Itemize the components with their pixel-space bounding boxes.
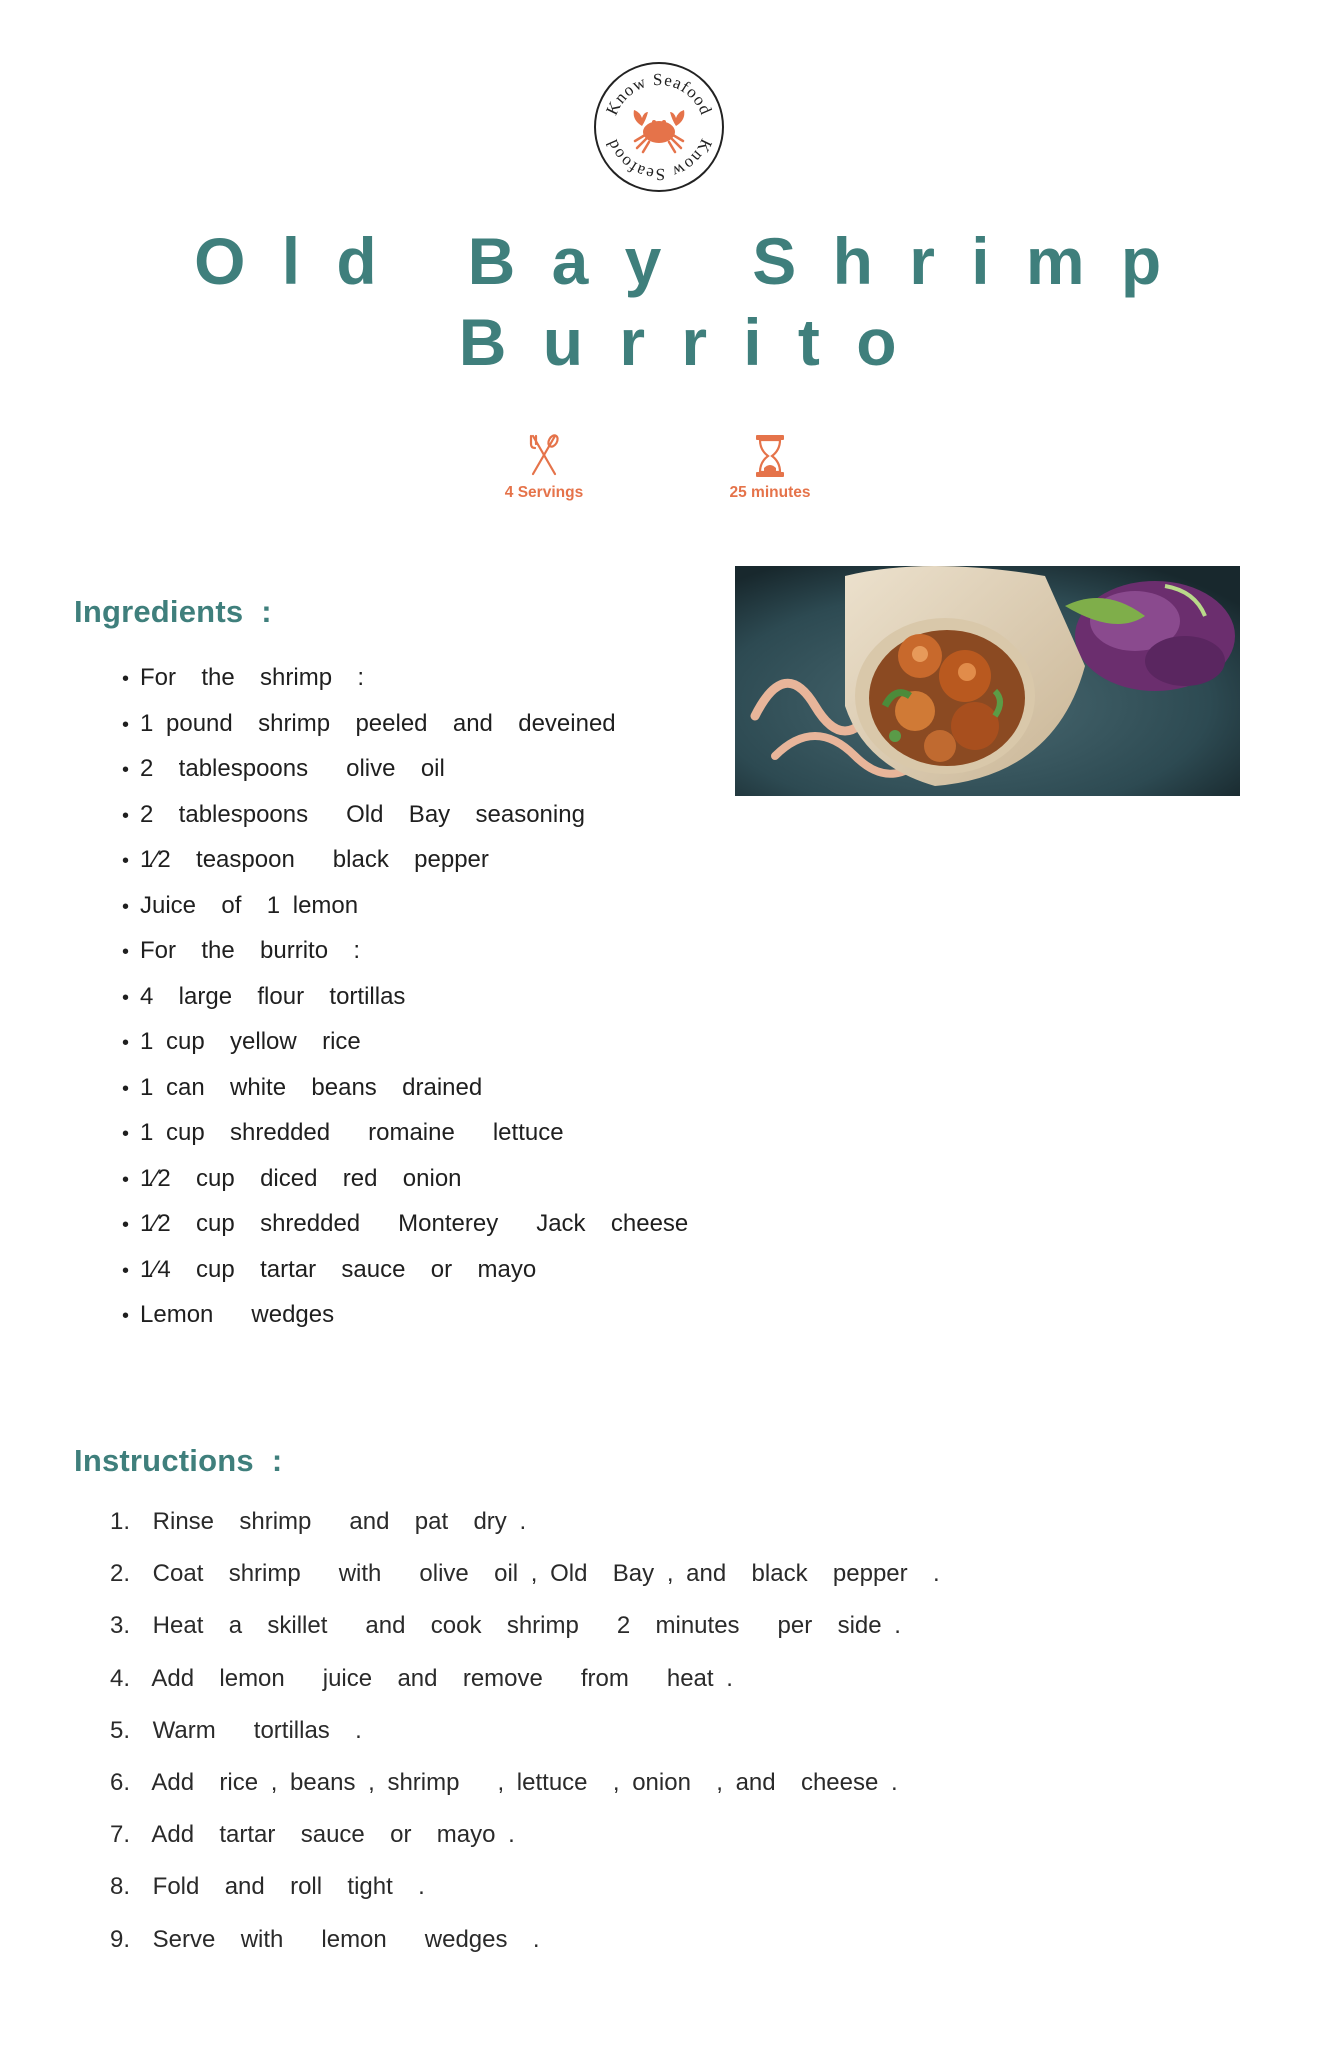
shrimp-burrito-photo	[735, 566, 1240, 796]
recipe-title-line-2: Burrito	[458, 305, 933, 379]
step-number: 9.	[110, 1925, 131, 1953]
step-text: Rinse shrimp and pat dry .	[152, 1508, 527, 1535]
instructions-list	[110, 1504, 940, 1974]
list-item: • Lemon wedges	[122, 1297, 688, 1343]
time-label: 25 minutes	[729, 484, 811, 501]
step-number: 2.	[110, 1560, 131, 1588]
instruction-step	[110, 1869, 940, 1921]
step-text: Fold and roll tight .	[152, 1873, 425, 1901]
ingredients-heading	[74, 594, 272, 630]
list-item: • 1⁄2 teaspoon black pepper	[122, 842, 688, 888]
list-item: • 1 cup yellow rice	[122, 1024, 688, 1070]
list-item: • For the burrito :	[122, 933, 688, 979]
ingredients-heading-colon: :	[261, 594, 272, 629]
recipe-title-line-1: Old Bay Shrimp	[194, 224, 1198, 298]
step-number: 5.	[110, 1716, 131, 1744]
step-number: 8.	[110, 1873, 131, 1901]
step-text: Serve with lemon wedges .	[152, 1925, 540, 1953]
ingredients-list	[122, 660, 688, 1343]
hourglass-icon	[751, 432, 789, 480]
logo-text-top: Know Seafood	[602, 69, 716, 118]
instruction-step	[110, 1922, 940, 1974]
step-text: Heat a skillet and cook shrimp 2 minutes per side .	[152, 1612, 901, 1640]
instruction-step	[110, 1661, 940, 1713]
step-number: 6.	[110, 1768, 131, 1796]
step-number: 7.	[110, 1821, 131, 1849]
list-item: • 1⁄2 cup shredded Monterey Jack cheese	[122, 1206, 688, 1252]
list-item: • 1 can white beans drained	[122, 1070, 688, 1116]
step-text: Add lemon juice and remove from heat .	[151, 1664, 733, 1692]
step-text: Add rice , beans , shrimp , lettuce , onion , and cheese .	[151, 1768, 898, 1796]
instruction-step	[110, 1504, 940, 1556]
instructions-heading	[74, 1443, 282, 1479]
utensils-icon	[525, 432, 563, 480]
instructions-heading-text: Instructions	[74, 1443, 254, 1478]
crab-icon	[592, 60, 726, 194]
logo-text-bottom: Know Seafood	[602, 136, 716, 185]
instruction-step	[110, 1556, 940, 1608]
list-item: • For the shrimp :	[122, 660, 688, 706]
ingredients-heading-text: Ingredients	[74, 594, 244, 629]
list-item: • 4 large flour tortillas	[122, 979, 688, 1025]
brand-logo	[592, 60, 726, 194]
instructions-heading-colon: :	[271, 1443, 283, 1478]
instruction-step	[110, 1713, 940, 1765]
servings-label: 4 Servings	[504, 484, 584, 501]
list-item: • 1⁄2 cup diced red onion	[122, 1161, 688, 1207]
list-item: • 2 tablespoons Old Bay seasoning	[122, 797, 688, 843]
time-info	[700, 432, 840, 502]
step-number: 1.	[110, 1508, 131, 1535]
list-item: • 2 tablespoons olive oil	[122, 751, 688, 797]
instruction-step	[110, 1608, 940, 1660]
step-number: 4.	[110, 1664, 131, 1692]
list-item: • 1 pound shrimp peeled and deveined	[122, 706, 688, 752]
instruction-step	[110, 1765, 940, 1817]
step-number: 3.	[110, 1612, 131, 1640]
servings-info	[474, 432, 614, 502]
list-item: • 1⁄4 cup tartar sauce or mayo	[122, 1252, 688, 1298]
list-item: • Juice of 1 lemon	[122, 888, 688, 934]
step-text: Add tartar sauce or mayo .	[151, 1821, 515, 1849]
step-text: Warm tortillas .	[152, 1716, 362, 1744]
instruction-step	[110, 1817, 940, 1869]
list-item: • 1 cup shredded romaine lettuce	[122, 1115, 688, 1161]
step-text: Coat shrimp with olive oil , Old Bay , and black pepper .	[152, 1560, 940, 1588]
